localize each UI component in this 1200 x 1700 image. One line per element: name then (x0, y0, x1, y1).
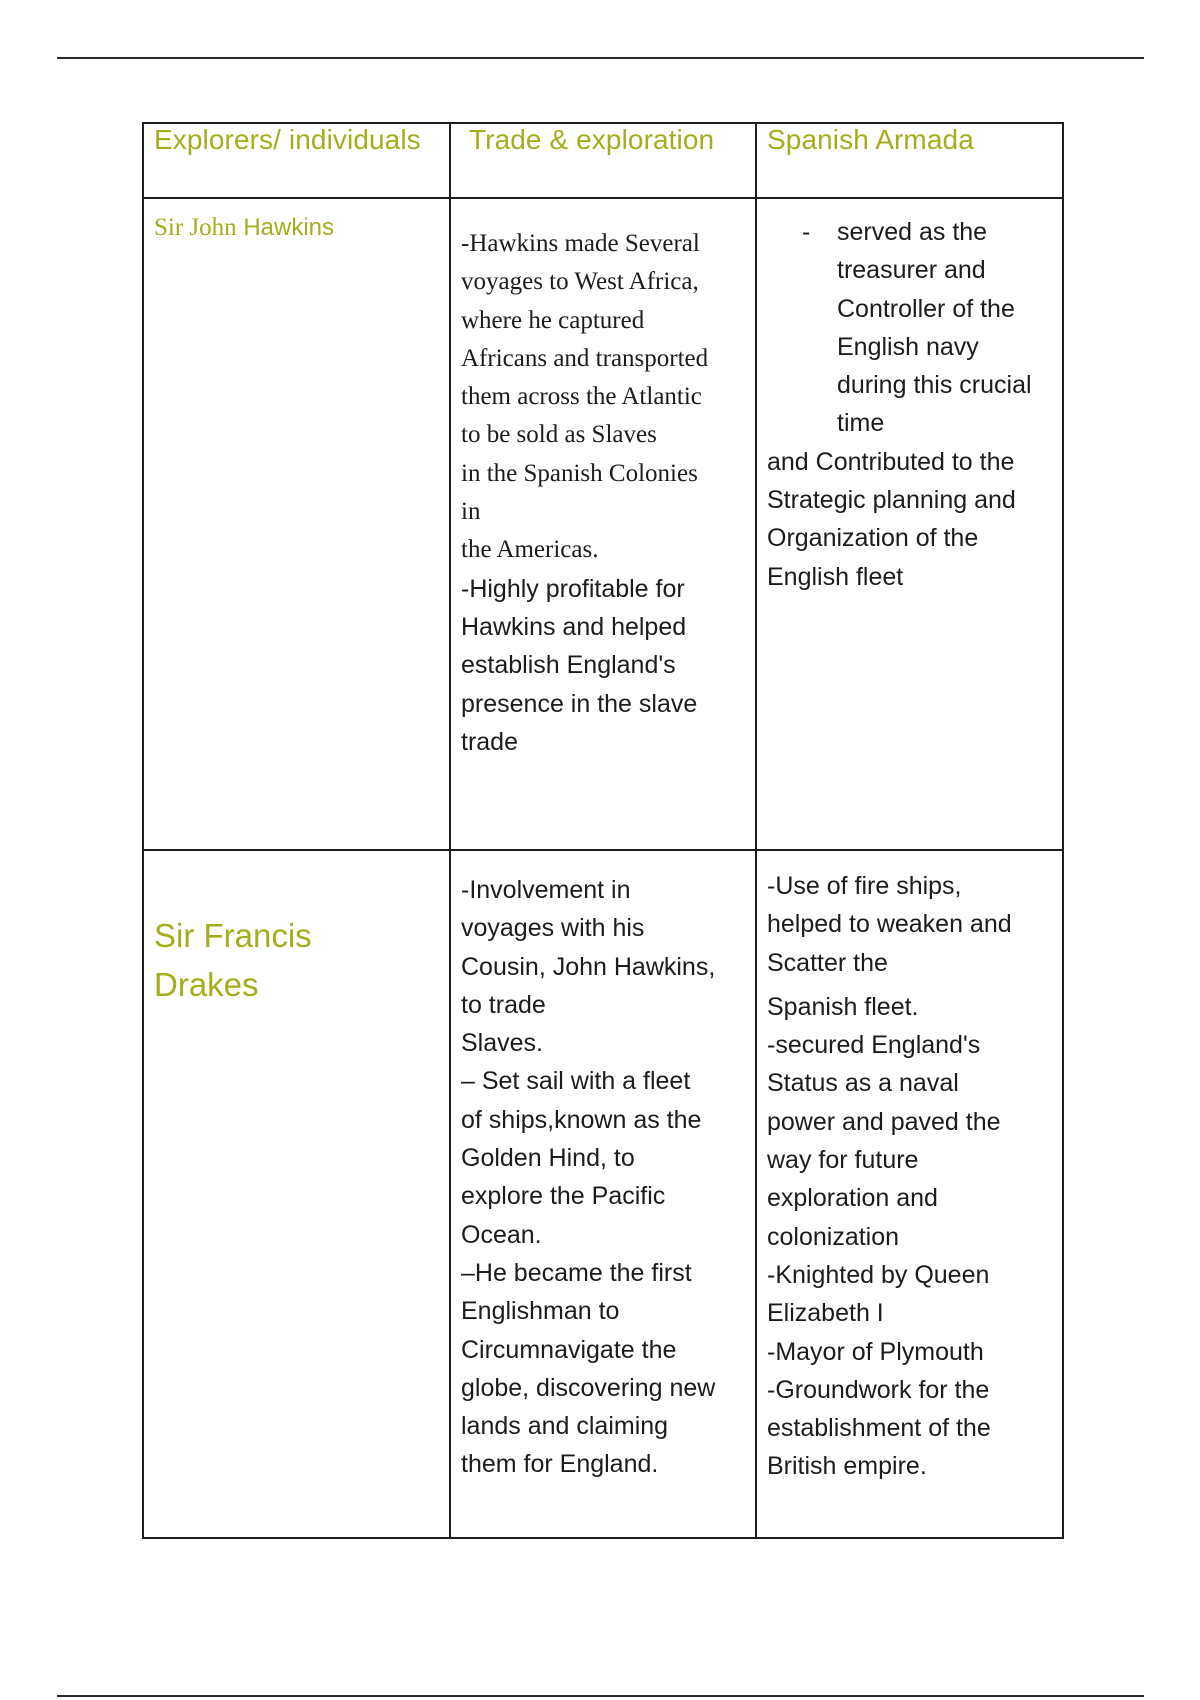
bottom-divider (57, 1695, 1144, 1697)
cell-hawkins-trade (450, 198, 756, 850)
header-trade: Trade & exploration (450, 123, 756, 198)
table-row-hawkins (143, 198, 1063, 850)
table-row-drake (143, 850, 1063, 1538)
bullet-marker: - (802, 218, 811, 246)
explorer-name-drake: Sir Francis Drakes (154, 917, 312, 1003)
header-armada: Spanish Armada (756, 123, 1063, 198)
cell-hawkins-armada (756, 198, 1063, 850)
hawkins-armada-bullet (767, 213, 1054, 443)
cell-drake-name (143, 850, 450, 1538)
cell-drake-armada (756, 850, 1063, 1538)
drake-trade-text: -Involvement in voyages with his Cousin, John Hawkins, to trade Slaves. – Set sail with a fleet of ships,known as the Golden Hind, to explore the Pacific Ocean. –He became the first Englishman to Circumnavigate the globe, discovering new lands and claiming them for England. (461, 876, 716, 1479)
cell-hawkins-name (143, 198, 450, 850)
hawkins-armada-contribution: and Contributed to the Strategic planning and Organization of the English fleet (767, 447, 1016, 591)
drake-armada-fire-ships: -Use of fire ships, helped to weaken and Scatter the (767, 872, 1012, 977)
header-row (143, 123, 1063, 198)
hawkins-trade-voyages: -Hawkins made Several voyages to West Africa, where he captured Africans and transported them across the Atlantic to be sold as Slaves in the Spanish Colonies in the Americas. (461, 230, 709, 564)
hawkins-trade-profit: -Highly profitable for Hawkins and helped establish England's presence in the slave trade (461, 574, 698, 756)
drake-armada-outcomes: Spanish fleet. -secured England's Status as a naval power and paved the way for future exploration and colonization -Knighted by Queen Elizabeth I -Mayor of Plymouth -Groundwork for the establishment of the British empire. (767, 992, 1001, 1481)
history-notes-table (142, 122, 1064, 1539)
hawkins-armada-role: served as the treasurer and Controller of the English navy during this crucial time (837, 218, 1032, 438)
explorer-name-hawkins (154, 213, 441, 243)
top-divider (57, 57, 1144, 59)
explorer-name-hawkins-prefix: Sir John (154, 214, 237, 241)
explorer-name-hawkins-surname: Hawkins (243, 214, 335, 241)
cell-drake-trade (450, 850, 756, 1538)
header-explorers: Explorers/ individuals (143, 123, 450, 198)
